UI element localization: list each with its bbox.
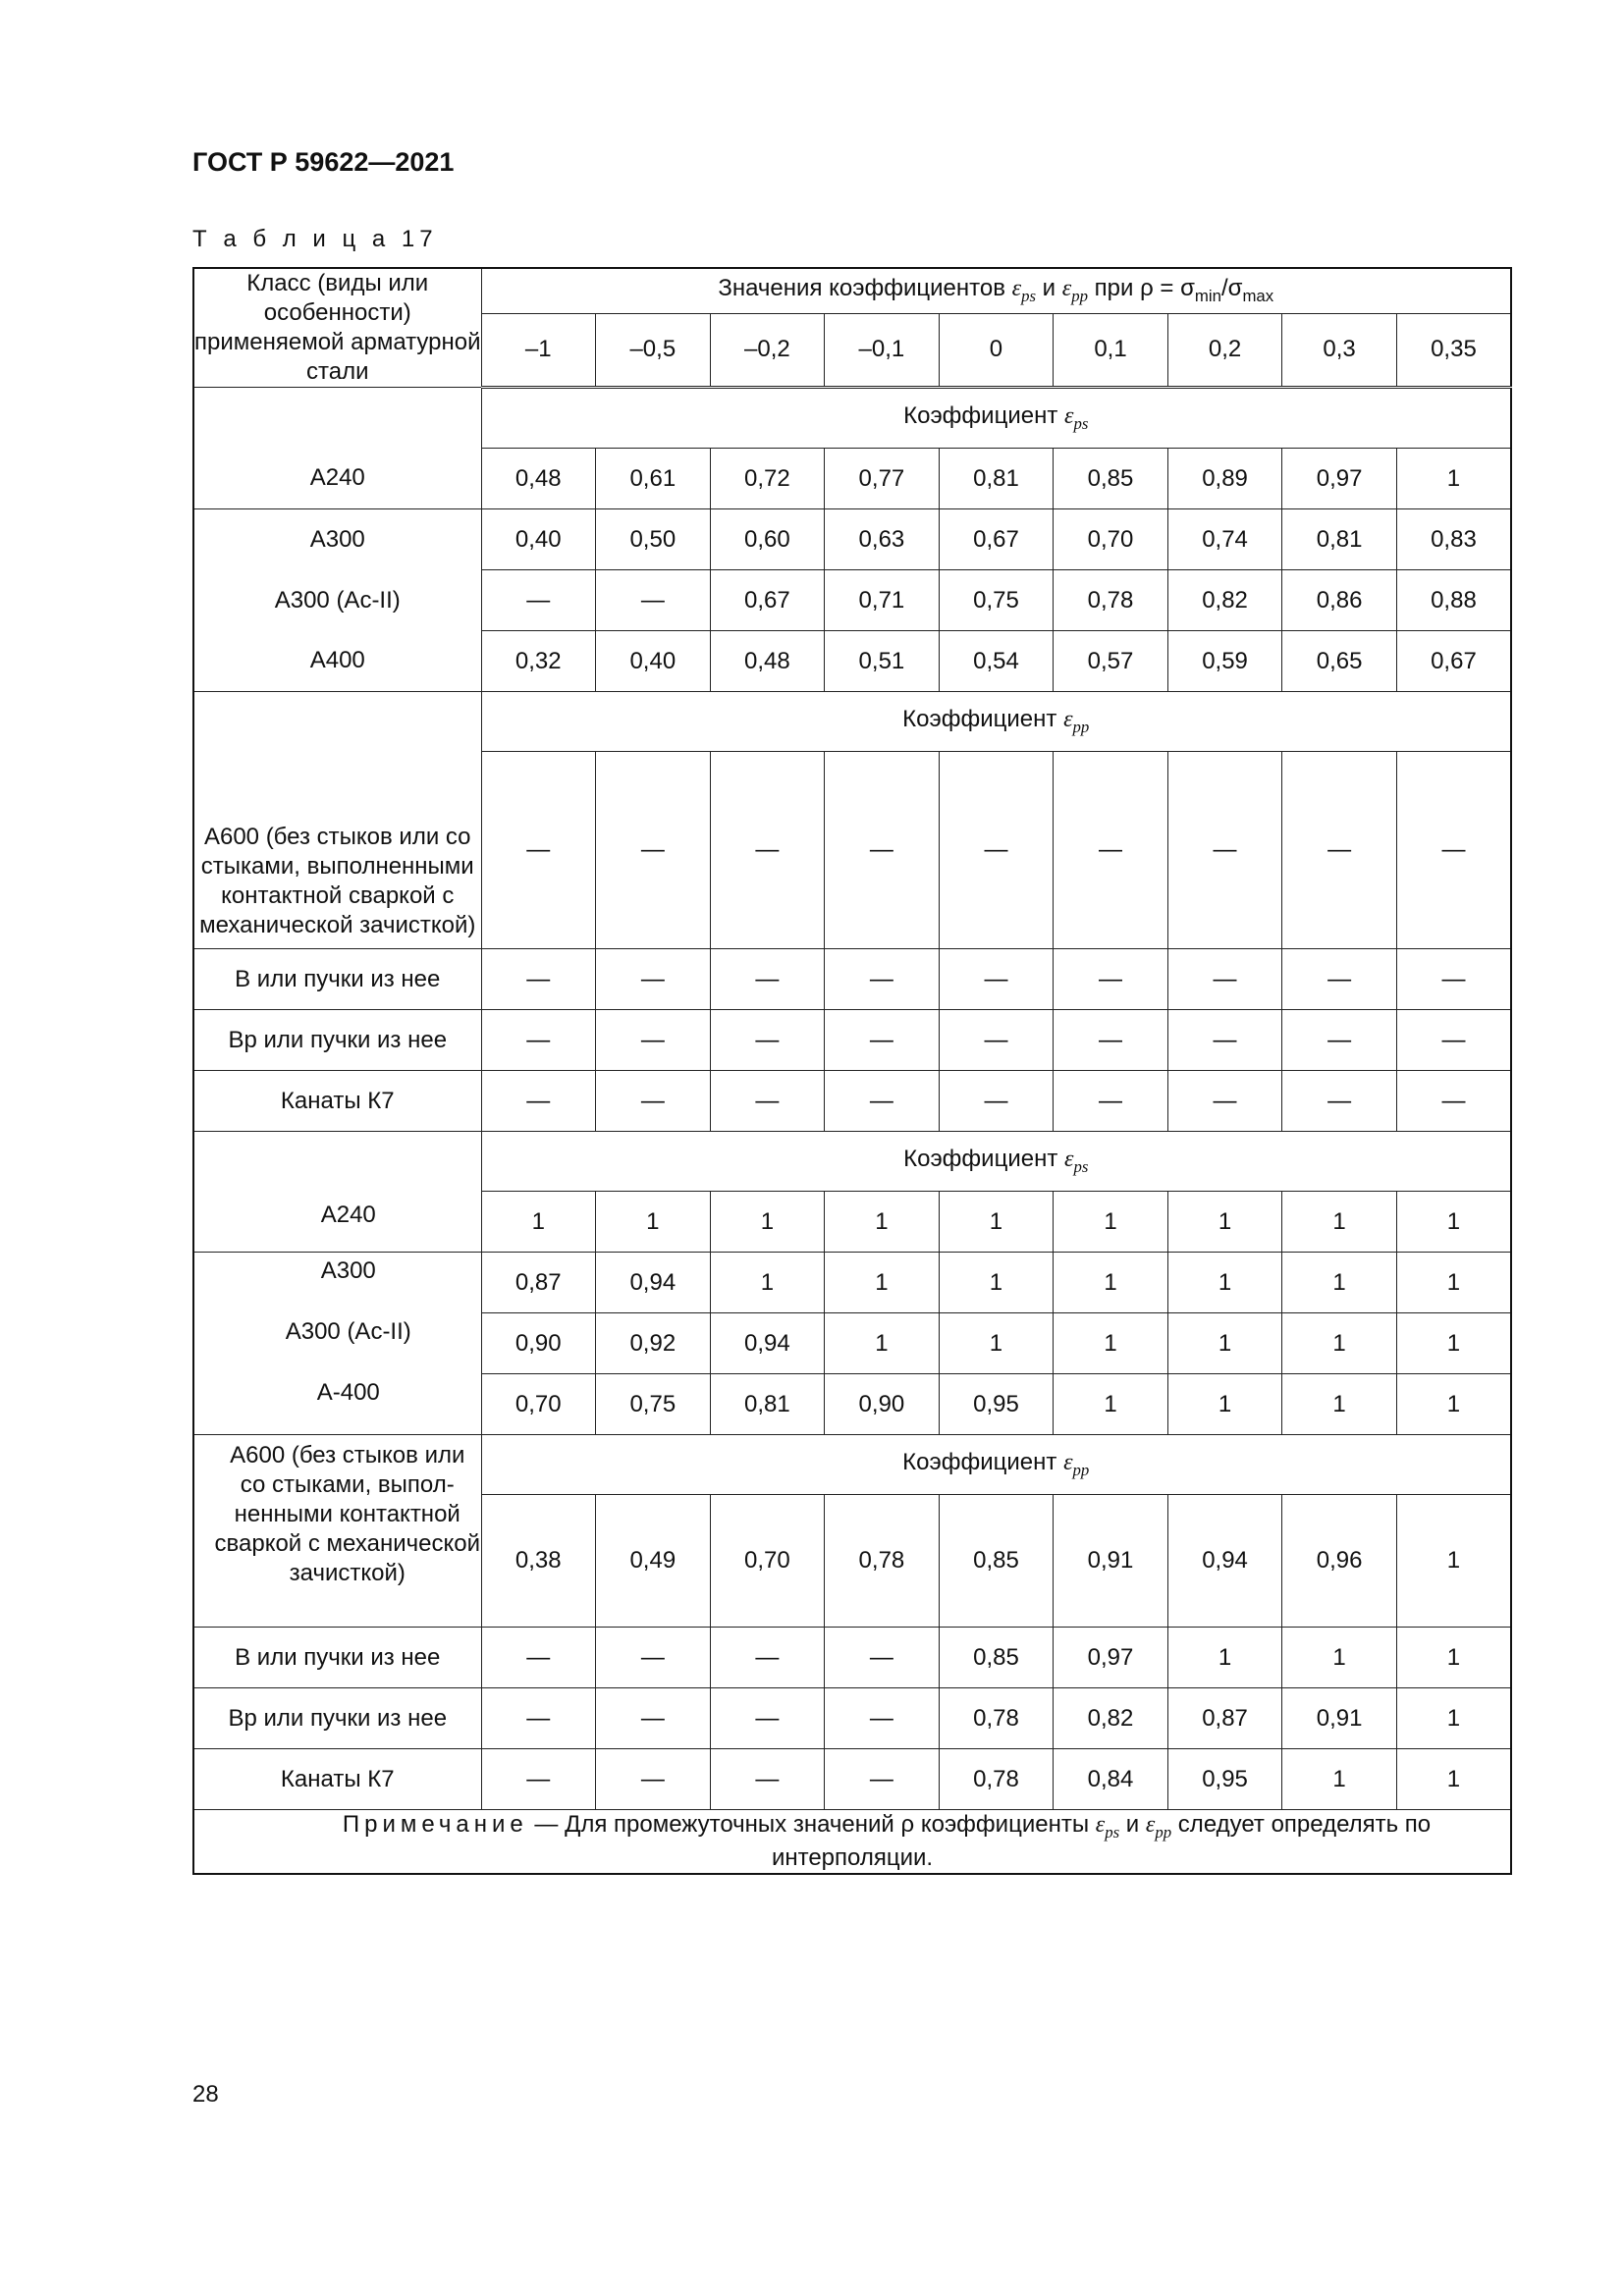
table-row [193,1628,1511,1688]
section-header-eps-ps: Коэффициент $\varepsilon_{ps}$ [481,388,1511,449]
table-cell: 0,67 [1396,631,1511,692]
table-row-label: Канаты К7 [193,1749,481,1810]
table-cell: 1 [1054,1313,1168,1374]
table-cell: — [939,752,1054,949]
table-cell: 1 [939,1313,1054,1374]
table-cell: — [481,1628,596,1688]
table-cell: — [1167,949,1282,1010]
table-cell: 0,90 [825,1374,940,1435]
table-cell: 0,50 [596,509,711,570]
table-cell: 1 [1167,1192,1282,1253]
table-cell: 1 [1396,1749,1511,1810]
document-code: ГОСТ Р 59622—2021 [192,147,455,177]
table-cell: — [710,1688,825,1749]
table-cell: — [596,1071,711,1132]
table-cell: 1 [710,1253,825,1313]
table-cell: 0,85 [1054,449,1168,509]
table-row [193,1010,1511,1071]
table-cell: 0,82 [1167,570,1282,631]
table-cell: 0,86 [1282,570,1397,631]
rho-header: –0,5 [596,313,711,387]
table-row-label: Вр или пучки из нее [193,1688,481,1749]
table-cell: — [825,1071,940,1132]
table-cell: — [596,752,711,949]
table-cell: — [1054,949,1168,1010]
table-cell: — [939,1071,1054,1132]
table-row-label: Вр или пучки из нее [193,1010,481,1071]
rho-header: –0,1 [825,313,940,387]
table-cell: 1 [1396,1374,1511,1435]
table-cell: 0,38 [481,1495,596,1628]
table-cell: 0,78 [825,1495,940,1628]
table-cell: 0,84 [1054,1749,1168,1810]
table-cell: 0,88 [1396,570,1511,631]
table-cell: 0,65 [1282,631,1397,692]
table-cell: — [596,949,711,1010]
table-cell: 0,75 [596,1374,711,1435]
table-cell: — [1396,1010,1511,1071]
table-cell: 1 [1396,1628,1511,1688]
table-cell: 0,67 [939,509,1054,570]
table-cell: 1 [939,1253,1054,1313]
table-cell: — [1054,1071,1168,1132]
table-cell: — [1396,949,1511,1010]
table-cell: 0,71 [825,570,940,631]
table-cell: 0,74 [1167,509,1282,570]
table-row [193,1749,1511,1810]
table-cell: — [596,1010,711,1071]
table-row-label: А300 [193,509,481,570]
table-cell: 0,67 [710,570,825,631]
table-row [193,1374,1511,1435]
table-row-label: Канаты К7 [193,1071,481,1132]
rho-header: 0,3 [1282,313,1397,387]
table-cell: 1 [825,1313,940,1374]
table-cell: 1 [710,1192,825,1253]
table-cell: 0,81 [710,1374,825,1435]
table-note: Примечание — Для промежуточных значений ρ коэффициенты $\varepsilon_{ps}$ и $\varepsilon_{pp}$ следует определять по интерполяции. [193,1810,1511,1874]
table-cell: 0,87 [481,1253,596,1313]
table-row-label: А600 (без стыков или со стыками, выпол-ненными контактной сваркой с механической зачисткой) [193,1435,481,1628]
table-cell: 0,95 [939,1374,1054,1435]
table-cell: 1 [1054,1374,1168,1435]
table-cell: 0,61 [596,449,711,509]
table-cell: 0,91 [1054,1495,1168,1628]
table-cell: 0,82 [1054,1688,1168,1749]
table-cell: — [825,752,940,949]
table-cell: — [710,1628,825,1688]
table-cell: 0,91 [1282,1688,1397,1749]
table-cell: — [1396,752,1511,949]
table-cell: 1 [1054,1192,1168,1253]
table-cell: 1 [1167,1253,1282,1313]
table-cell: 0,89 [1167,449,1282,509]
table-caption: Т а б л и ц а 17 [192,226,438,252]
table-row-label: В или пучки из нее [193,1628,481,1688]
table-cell: 0,96 [1282,1495,1397,1628]
table-cell: — [825,1010,940,1071]
table-cell: 0,63 [825,509,940,570]
table-cell: 0,78 [939,1749,1054,1810]
rho-header: –0,2 [710,313,825,387]
table-cell: 1 [1167,1313,1282,1374]
table-cell: 1 [1054,1253,1168,1313]
values-column-header: Значения коэффициентов $\varepsilon_{ps}$ и $\varepsilon_{pp}$ при $\rho = \sigma_{min}/\sigma_{max}$ [481,268,1511,313]
table-cell: — [481,1010,596,1071]
table-cell: 1 [1282,1313,1397,1374]
table-cell: 0,60 [710,509,825,570]
table-cell: — [825,1688,940,1749]
table-cell: 0,81 [1282,509,1397,570]
table-row [193,1688,1511,1749]
table-cell: 0,94 [710,1313,825,1374]
page-number: 28 [192,2081,219,2108]
table-cell: 1 [1396,1495,1511,1628]
table-cell: — [481,752,596,949]
table-cell: 0,72 [710,449,825,509]
table-cell: — [1167,1071,1282,1132]
table-cell: — [1167,1010,1282,1071]
table-cell: 1 [596,1192,711,1253]
table-row [193,1313,1511,1374]
table-cell: 1 [1167,1628,1282,1688]
table-cell: 0,40 [481,509,596,570]
table-row [193,631,1511,692]
table-cell: 0,48 [481,449,596,509]
table-cell: — [596,1688,711,1749]
table-cell: 0,85 [939,1628,1054,1688]
table-cell: 0,95 [1167,1749,1282,1810]
table-cell: — [710,1749,825,1810]
table-cell: 0,97 [1282,449,1397,509]
table-cell: 0,70 [1054,509,1168,570]
table-cell: — [1282,949,1397,1010]
table-row-label: А300 [193,1253,481,1313]
table-cell: — [481,949,596,1010]
table-cell: 0,90 [481,1313,596,1374]
table-cell: — [1054,1010,1168,1071]
table-cell: 1 [1396,1688,1511,1749]
table-cell: 0,49 [596,1495,711,1628]
table-cell: — [710,1010,825,1071]
table-cell: 1 [481,1192,596,1253]
table-cell: 0,54 [939,631,1054,692]
rho-header: 0,2 [1167,313,1282,387]
table-cell: 0,94 [596,1253,711,1313]
section-header-eps-pp: Коэффициент $\varepsilon_{pp}$ [481,692,1511,752]
table-cell: — [481,1071,596,1132]
table-cell: — [596,570,711,631]
table-cell: 0,70 [481,1374,596,1435]
table-row-label: А240 [193,388,481,509]
table-cell: — [825,949,940,1010]
table-cell: 1 [825,1253,940,1313]
table-row-label: В или пучки из нее [193,949,481,1010]
table-cell: 0,92 [596,1313,711,1374]
table-cell: 0,94 [1167,1495,1282,1628]
table-cell: 1 [1282,1749,1397,1810]
table-cell: — [710,1071,825,1132]
table-cell: 1 [1282,1374,1397,1435]
table-cell: 0,85 [939,1495,1054,1628]
table-cell: 0,48 [710,631,825,692]
table-cell: — [825,1749,940,1810]
table-cell: 0,32 [481,631,596,692]
table-cell: 1 [1282,1192,1397,1253]
table-cell: — [481,570,596,631]
table-cell: 0,75 [939,570,1054,631]
table-row-label: А400 [193,631,481,692]
rho-header: 0,35 [1396,313,1511,387]
table-cell: 1 [1396,449,1511,509]
table-cell: — [1282,1010,1397,1071]
table-cell: — [1167,752,1282,949]
table-cell: 1 [825,1192,940,1253]
table-row-label: А-400 [193,1374,481,1435]
table-cell: 0,77 [825,449,940,509]
table-row-label: А600 (без стыков или со стыками, выполненными контактной сваркой с механической зачисткой) [193,692,481,949]
table-cell: 0,40 [596,631,711,692]
table-row [193,1071,1511,1132]
table-cell: 0,83 [1396,509,1511,570]
table-row-label: А300 (Ас-II) [193,1313,481,1374]
table-cell: 1 [1396,1313,1511,1374]
table-cell: 1 [1396,1253,1511,1313]
table-cell: — [1282,752,1397,949]
table-cell: — [481,1749,596,1810]
table-cell: 0,57 [1054,631,1168,692]
table-cell: — [939,1010,1054,1071]
table-cell: — [596,1628,711,1688]
table-cell: 0,78 [1054,570,1168,631]
table-cell: — [596,1749,711,1810]
table-row [193,949,1511,1010]
section-header-eps-pp: Коэффициент $\varepsilon_{pp}$ [481,1435,1511,1495]
table-cell: — [1396,1071,1511,1132]
table-cell: 1 [1167,1374,1282,1435]
rho-header: –1 [481,313,596,387]
table-cell: 1 [1396,1192,1511,1253]
table-cell: — [710,752,825,949]
table-row [193,509,1511,570]
table-cell: 0,81 [939,449,1054,509]
rho-header: 0 [939,313,1054,387]
table-cell: — [1282,1071,1397,1132]
table-cell: — [710,949,825,1010]
table-cell: 1 [1282,1628,1397,1688]
table-cell: — [939,949,1054,1010]
table-cell: 0,87 [1167,1688,1282,1749]
table-row-label: А300 (Ас-II) [193,570,481,631]
table-cell: 0,59 [1167,631,1282,692]
section-header-eps-ps: Коэффициент $\varepsilon_{ps}$ [481,1132,1511,1192]
table-cell: 1 [939,1192,1054,1253]
class-column-header: Класс (виды или особенности) применяемой арматурной стали [193,268,481,388]
rho-header: 0,1 [1054,313,1168,387]
coefficients-table [192,267,1512,1875]
table-row-label: А240 [193,1132,481,1253]
table-cell: 0,51 [825,631,940,692]
table-cell: 1 [1282,1253,1397,1313]
table-cell: 0,97 [1054,1628,1168,1688]
table-cell: — [481,1688,596,1749]
table-cell: — [1054,752,1168,949]
table-row [193,1253,1511,1313]
table-cell: 0,78 [939,1688,1054,1749]
table-cell: 0,70 [710,1495,825,1628]
table-cell: — [825,1628,940,1688]
table-row [193,570,1511,631]
